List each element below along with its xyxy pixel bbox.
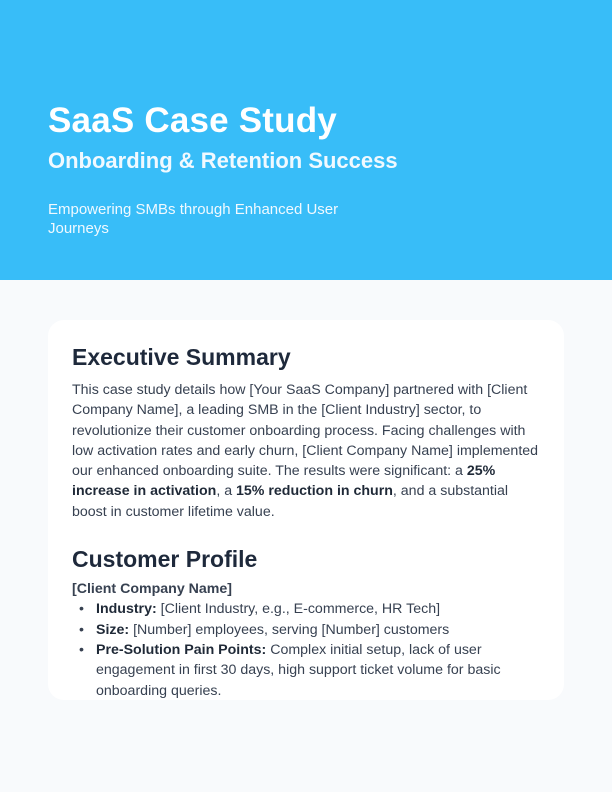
profile-list: [96, 599, 542, 700]
item-value: [Number] employees, serving [Number] customers: [129, 621, 450, 638]
item-label: Size:: [96, 621, 130, 638]
executive-summary-text: [72, 380, 542, 522]
client-company-name: [Client Company Name]: [72, 581, 233, 598]
list-item-industry: [96, 599, 542, 619]
customer-profile-heading: Customer Profile: [72, 546, 258, 573]
summary-text-part: , a: [216, 483, 237, 500]
tagline: Empowering SMBs through Enhanced User Journeys: [48, 201, 339, 237]
churn-highlight: 15% reduction in churn: [236, 483, 393, 500]
item-label: Industry:: [96, 601, 157, 618]
item-label: Pre-Solution Pain Points:: [96, 641, 267, 658]
customer-profile-section: [72, 544, 542, 701]
executive-summary-section: [72, 342, 542, 522]
executive-summary-heading: Executive Summary: [72, 344, 291, 370]
hero-banner: [0, 0, 612, 280]
list-item-size: [96, 620, 542, 640]
item-value: Complex initial setup, lack of user engagement in first 30 days, high support ticket volume for basic onboarding queries.: [96, 641, 501, 699]
item-value: [Client Industry, e.g., E-commerce, HR Tech]: [156, 601, 441, 618]
summary-text-part: This case study details how [Your SaaS Company] partnered with [Client Company Name], a leading SMB in the [Client Industry] sector, to revolutionize their customer onboarding process. Facing challenges with low activation rates and early churn, [Client Company Name] implemented our enhanced onboarding suite. The results were significant: a: [72, 382, 539, 480]
summary-text-part: , and a substantial boost in customer lifetime value.: [72, 483, 509, 520]
activation-highlight: 25% increase in activation: [72, 463, 496, 500]
main-content: [72, 342, 542, 701]
page-subtitle: Onboarding & Retention Success: [48, 148, 398, 173]
page-title: SaaS Case Study: [48, 101, 337, 140]
list-item-pain-points: [96, 640, 542, 701]
